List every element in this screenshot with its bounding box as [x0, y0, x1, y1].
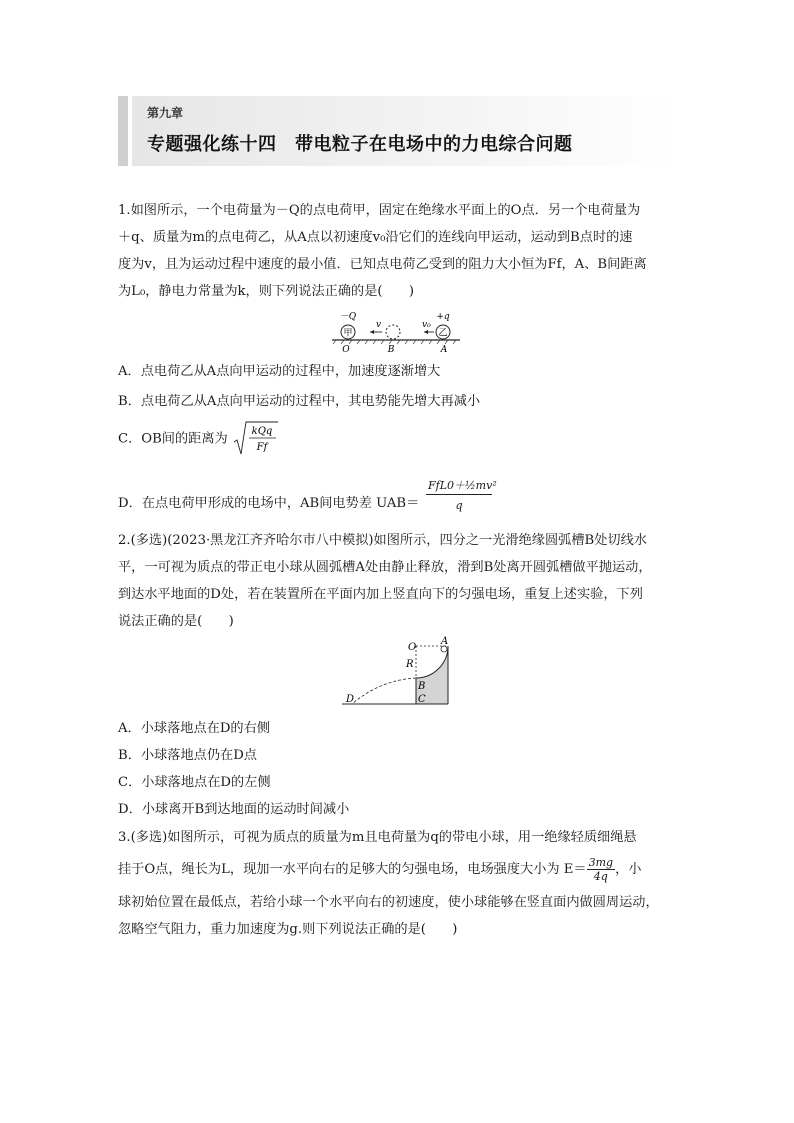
q1-c-denominator: Ff	[256, 442, 268, 453]
q1-stem-line: 度为v，且为运动过程中速度的最小值．已知点电荷乙受到的阻力大小恒为Ff，A、B间距离	[118, 257, 647, 272]
charge-jia-label: 甲	[343, 328, 353, 339]
point-b-label: B	[418, 681, 426, 692]
point-a-label: A	[441, 636, 449, 647]
point-b-label: B	[387, 345, 395, 355]
q2-option-a: A．小球落地点在D的右侧	[118, 721, 270, 736]
q1-option-c-text: C．OB间的距离为	[118, 431, 228, 447]
q3-stem-line: 忽略空气阻力，重力加速度为g.则下列说法正确的是( )	[118, 922, 458, 937]
q2-option-d: D．小球离开B到达地面的运动时间减小	[118, 802, 350, 817]
q2-stem-line: 到达水平地面的D处，若在装置所在平面内加上竖直向下的匀强电场，重复上述实验，下列	[118, 587, 643, 602]
e-denominator: 4q	[593, 870, 608, 883]
q3-stem-line-2	[118, 851, 678, 889]
page-title: 专题强化练十四 带电粒子在电场中的力电综合问题	[147, 134, 573, 155]
q1-stem-line: ＋q、质量为m的点电荷乙，从A点以初速度v₀沿它们的连线向甲运动，运动到B点时的速	[118, 230, 633, 245]
ghost-ball-b	[386, 325, 400, 339]
q1-stem-line: 为L₀，静电力常量为k，则下列说法正确的是( )	[118, 284, 415, 299]
q2-stem-line: 平，一可视为质点的带正电小球从圆弧槽A处由静止释放，滑到B处离开圆弧槽做平抛运动，	[118, 560, 652, 575]
point-d-label: D	[346, 694, 355, 705]
q1-option-a: A．点电荷乙从A点向甲运动的过程中，加速度逐渐增大	[118, 364, 441, 379]
trajectory	[352, 678, 416, 704]
q1-option-c	[118, 420, 279, 456]
q1-option-d-text: D．在点电荷甲形成的电场中，AB间电势差 UAB＝	[118, 496, 420, 511]
q1-d-numerator: FfL0＋½mv²	[426, 470, 492, 495]
pos-q-label: +q	[436, 312, 450, 322]
q2-option-b: B．小球落地点仍在D点	[118, 748, 257, 763]
neg-q-label: －Q	[339, 312, 357, 322]
q1-stem-line: 1.如图所示，一个电荷量为－Q的点电荷甲，固定在绝缘水平面上的O点．另一个电荷量为	[118, 203, 641, 218]
radius-label: R	[406, 659, 414, 670]
point-o-label: O	[342, 345, 350, 355]
point-c-label: C	[418, 694, 426, 705]
sqrt-expression	[233, 420, 279, 456]
e-numerator: 3mg	[588, 856, 614, 869]
q1-option-b: B．点电荷乙从A点向甲运动的过程中，其电势能先增大再减小	[118, 394, 481, 409]
q1-d-denominator: q	[455, 499, 463, 512]
q1-option-d	[118, 470, 497, 512]
header-accent-bar	[118, 96, 128, 166]
question-3	[118, 824, 678, 943]
e-field-fraction	[587, 856, 615, 883]
v0-label: v₀	[422, 320, 431, 330]
q2-stem-line: 2.(多选)(2023·黑龙江齐齐哈尔市八中模拟)如图所示，四分之一光滑绝缘圆弧槽B处切线水	[118, 533, 647, 548]
point-o-label: O	[408, 642, 417, 653]
q3-stem-line: 3.(多选)如图所示，可视为质点的质量为m且电荷量为q的带电小球，用一绝缘轻质细绳悬	[118, 830, 637, 845]
question-2	[118, 527, 678, 635]
question-1	[118, 197, 678, 305]
chapter-header	[118, 96, 676, 166]
q1-d-fraction	[426, 470, 497, 514]
ground-hatch	[333, 340, 456, 344]
q3-stem-line: 球初始位置在最低点，若给小球一个水平向右的初速度，使小球能够在竖直面内做圆周运动，	[118, 895, 659, 910]
charge-yi-label: 乙	[438, 328, 448, 339]
q1-figure	[330, 306, 465, 356]
q2-option-c: C．小球落地点在D的左侧	[118, 775, 271, 790]
q2-stem-line: 说法正确的是( )	[118, 614, 234, 629]
q3-stem-text-end: ，小	[615, 862, 642, 877]
chapter-label: 第九章	[147, 106, 184, 120]
q2-figure	[340, 636, 452, 708]
q1-c-numerator: kQq	[251, 426, 273, 437]
v-label: v	[376, 320, 382, 330]
q3-stem-text: 挂于O点，绳长为L，现加一水平向右的足够大的匀强电场，电场强度大小为 E＝	[118, 862, 587, 877]
point-a-label: A	[440, 345, 448, 355]
